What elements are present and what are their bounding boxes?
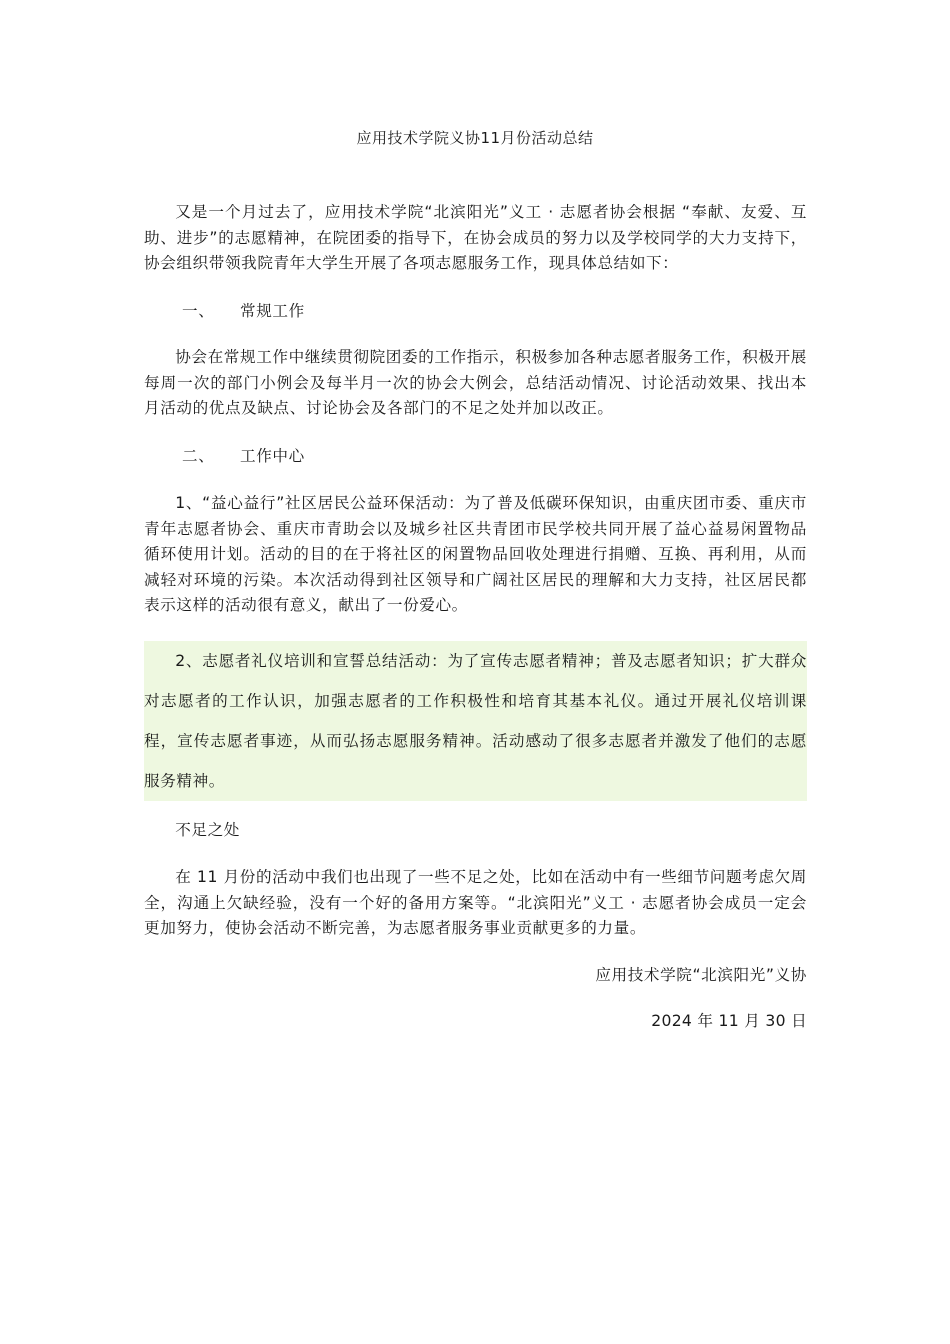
signature-line: 应用技术学院“北滨阳光”义协 xyxy=(595,965,807,984)
activity-item-2-paragraph: 2、志愿者礼仪培训和宣誓总结活动：为了宣传志愿者精神；普及志愿者知识；扩大群众对志愿者的工作认识，加强志愿者的工作积极性和培育其基本礼仪。通过开展礼仪培训课程，宣传志愿者事迹，从而弘扬志愿服务精神。活动感动了很多志愿者并激发了他们的志愿服务精神。 xyxy=(144,641,807,801)
section-title: 工作中心 xyxy=(240,446,305,465)
date-line: 2024 年 11 月 30 日 xyxy=(651,1012,807,1030)
section-heading-work-center xyxy=(144,444,807,470)
activity-item-1-paragraph: 1、“益心益行”社区居民公益环保活动：为了普及低碳环保知识，由重庆团市委、重庆市青年志愿者协会、重庆市青助会以及城乡社区共青团市民学校共同开展了益心益易闲置物品循环使用计划。活动的目的在于将社区的闲置物品回收处理进行捐赠、互换、再利用，从而减轻对环境的污染。本次活动得到社区领导和广阔社区居民的理解和大力支持，社区居民都表示这样的活动很有意义，献出了一份爱心。 xyxy=(144,494,807,614)
section-number: 一、 xyxy=(182,301,215,320)
document-body xyxy=(144,200,807,1050)
shortcomings-heading: 不足之处 xyxy=(175,820,240,839)
section-title: 常规工作 xyxy=(240,301,305,320)
section-heading-regular-work xyxy=(144,299,807,325)
shortcomings-paragraph: 在 11 月份的活动中我们也出现了一些不足之处，比如在活动中有一些细节问题考虑欠周全，沟通上欠缺经验，没有一个好的备用方案等。“北滨阳光”义工 · 志愿者协会成员一定会更加努力，使协会活动不断完善，为志愿者服务事业贡献更多的力量。 xyxy=(144,868,807,937)
document-title: 应用技术学院义协11月份活动总结 xyxy=(356,129,594,147)
intro-paragraph: 又是一个月过去了，应用技术学院“北滨阳光”义工 · 志愿者协会根据 “奉献、友爱、互助、进步”的志愿精神，在院团委的指导下，在协会成员的努力以及学校同学的大力支持下，协会组织带领我院青年大学生开展了各项志愿服务工作，现具体总结如下： xyxy=(144,203,807,272)
regular-work-paragraph: 协会在常规工作中继续贯彻院团委的工作指示，积极参加各种志愿者服务工作，积极开展每周一次的部门小例会及每半月一次的协会大例会，总结活动情况、讨论活动效果、找出本月活动的优点及缺点、讨论协会及各部门的不足之处并加以改正。 xyxy=(144,348,807,417)
section-number: 二、 xyxy=(182,446,215,465)
